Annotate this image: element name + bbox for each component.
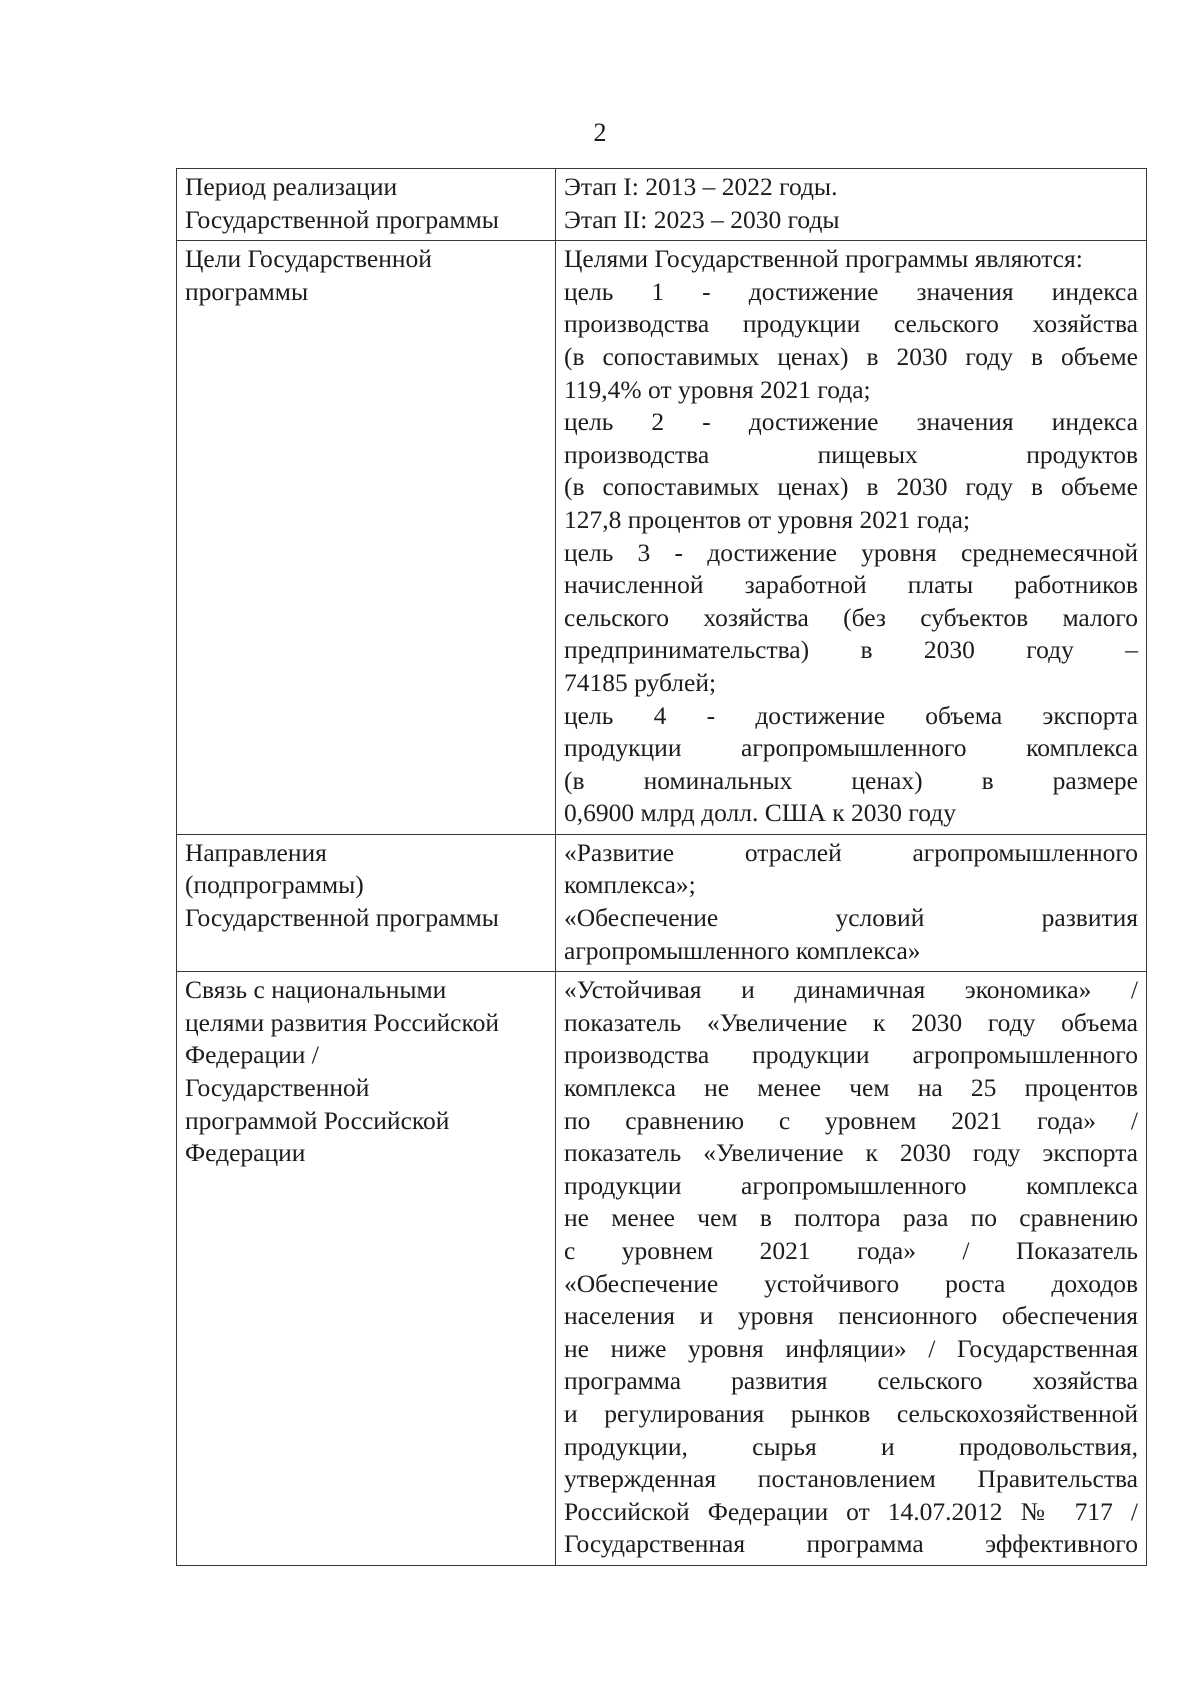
value-line: производства пищевых продуктов [564, 439, 1138, 469]
value-line: 74185 рублей; [564, 667, 717, 697]
value-line: агропромышленного комплекса» [564, 935, 921, 965]
value-line: цель 4 - достижение объема экспорта [564, 700, 1138, 730]
value-line: населения и уровня пенсионного обеспечения [564, 1301, 1138, 1331]
value-line: Этап I: 2013 – 2022 годы. [564, 172, 838, 201]
implementation-period-value-cell [556, 169, 1147, 241]
table-row-program-subprograms [177, 834, 1147, 971]
label-line: Связь с национальными [185, 975, 447, 1005]
value-line: комплекса не менее чем на 25 процентов [564, 1073, 1138, 1103]
national-goals-link-value-cell [556, 972, 1147, 1566]
value-line: Российской Федерации от 14.07.2012 № 717 / [564, 1496, 1138, 1526]
value-line: Государственная программа эффективного [564, 1529, 1138, 1559]
program-passport-table [176, 168, 1147, 1566]
value-line: «Обеспечение условий развития [564, 903, 1138, 933]
program-subprograms-label-cell [177, 834, 556, 971]
national-goals-link-label-cell [177, 972, 556, 1566]
implementation-period-label-cell [177, 169, 556, 241]
value-line: (в сопоставимых ценах) в 2030 году в объеме [564, 472, 1138, 502]
value-line: с уровнем 2021 года» / Показатель [564, 1236, 1138, 1265]
value-line: Этап II: 2023 – 2030 годы [564, 204, 840, 234]
value-line: «Обеспечение устойчивого роста доходов [564, 1268, 1138, 1298]
value-line: начисленной заработной платы работников [564, 570, 1138, 600]
value-line: показатель «Увеличение к 2030 году экспорта [564, 1138, 1138, 1168]
value-line: 0,6900 млрд долл. США к 2030 году [564, 798, 956, 828]
value-line: не ниже уровня инфляции» / Государственная [564, 1333, 1138, 1363]
label-line: Период реализации [185, 172, 398, 201]
value-line: цель 2 - достижение значения индекса [564, 407, 1138, 437]
value-line: производства продукции сельского хозяйства [564, 309, 1138, 339]
label-line: Государственной [185, 1073, 370, 1103]
value-line: продукции агропромышленного комплекса [564, 1170, 1138, 1200]
table-row-implementation-period [177, 169, 1147, 241]
program-goals-value-cell [556, 241, 1147, 835]
value-line: Целями Государственной программы являются: [564, 244, 1083, 274]
value-line: сельского хозяйства (без субъектов малого [564, 602, 1138, 632]
value-line: производства продукции агропромышленного [564, 1040, 1138, 1070]
value-line: «Устойчивая и динамичная экономика» / [564, 975, 1138, 1005]
value-line: комплекса»; [564, 870, 696, 900]
label-line: Цели Государственной [185, 244, 432, 274]
value-line: программа развития сельского хозяйства [564, 1366, 1138, 1396]
value-line: цель 1 - достижение значения индекса [564, 276, 1138, 306]
label-line: Направления [185, 837, 327, 867]
label-line: программой Российской [185, 1105, 450, 1135]
value-line: предпринимательства) в 2030 году – [564, 635, 1138, 665]
value-line: цель 3 - достижение уровня среднемесячной [564, 537, 1138, 567]
value-line: «Развитие отраслей агропромышленного [564, 837, 1138, 867]
value-line: 127,8 процентов от уровня 2021 года; [564, 504, 971, 534]
value-line: 119,4% от уровня 2021 года; [564, 374, 871, 404]
label-line: Федерации / [185, 1040, 319, 1070]
label-line: (подпрограммы) [185, 870, 364, 900]
value-line: (в сопоставимых ценах) в 2030 году в объеме [564, 341, 1138, 371]
label-line: программы [185, 276, 309, 306]
program-goals-label-cell [177, 241, 556, 835]
page-number: 2 [593, 118, 607, 147]
label-line: Государственной программы [185, 204, 499, 234]
value-line: продукции, сырья и продовольствия, [564, 1431, 1138, 1461]
program-subprograms-value-cell [556, 834, 1147, 971]
table-body [177, 169, 1147, 1566]
value-line: утвержденная постановлением Правительства [564, 1464, 1138, 1494]
value-line: не менее чем в полтора раза по сравнению [564, 1203, 1138, 1233]
value-line: и регулирования рынков сельскохозяйственной [564, 1398, 1138, 1428]
value-line: (в номинальных ценах) в размере [564, 765, 1138, 795]
label-line: Государственной программы [185, 903, 499, 933]
table-row-program-goals [177, 241, 1147, 835]
label-line: Федерации [185, 1138, 306, 1168]
label-line: целями развития Российской [185, 1007, 499, 1037]
table-row-national-goals-link [177, 972, 1147, 1566]
value-line: продукции агропромышленного комплекса [564, 733, 1138, 763]
value-line: показатель «Увеличение к 2030 году объема [564, 1007, 1138, 1037]
value-line: по сравнению с уровнем 2021 года» / [564, 1105, 1138, 1135]
